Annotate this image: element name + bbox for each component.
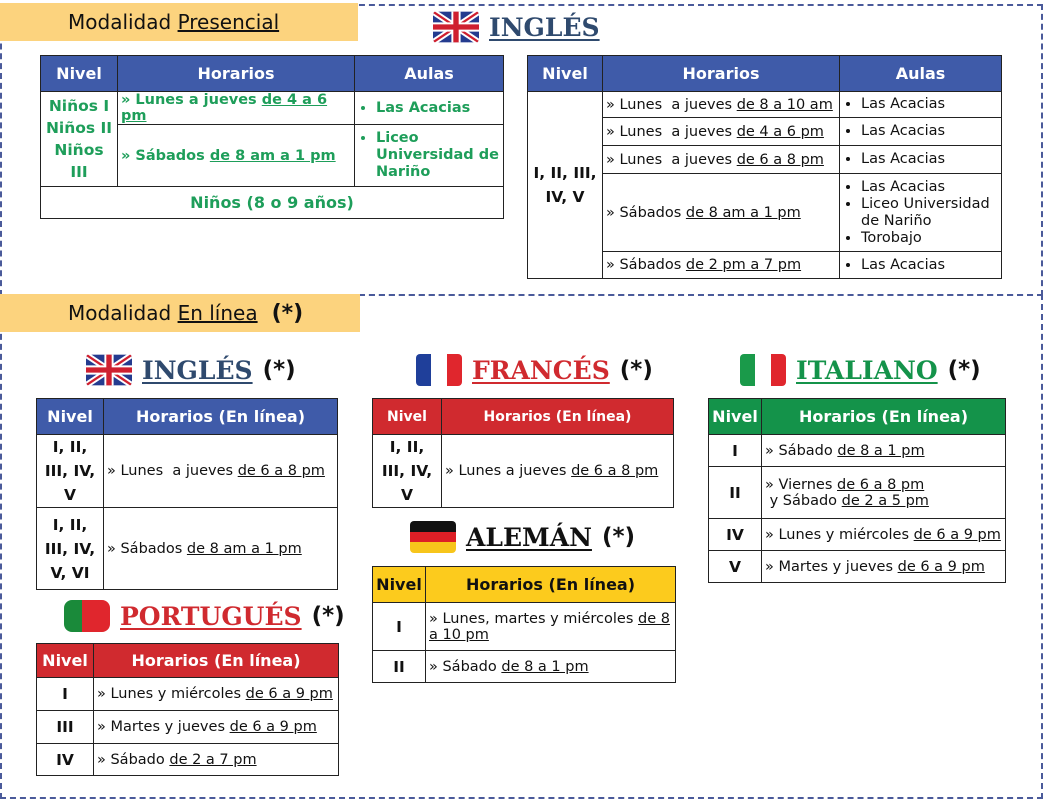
italy-flag-icon <box>740 354 786 386</box>
online-banner-word: En línea <box>177 301 258 325</box>
header-aulas: Aulas <box>840 56 1002 92</box>
portugues-table: Nivel Horarios (En línea) I » Lunes y miércoles de 6 a 9 pm III » Martes y jueves de 6 a 9 pm IV » Sábado de 2 a 7 pm <box>36 643 339 776</box>
aleman-table: Nivel Horarios (En línea) I » Lunes, martes y miércoles de 8 a 10 pm II » Sábado de 8 a 1 pm <box>372 566 676 683</box>
france-flag-icon <box>416 354 462 386</box>
aulas-cell: • Las Acacias <box>840 146 1002 174</box>
schedule-cell: » Sábado de 8 a 1 pm <box>426 651 676 683</box>
aulas-cell: • Las Acacias • Liceo Universidad de Nariño • Torobajo <box>840 174 1002 252</box>
presencial-ingles-title <box>433 11 600 43</box>
schedule-cell: » Lunes a jueves de 8 a 10 am <box>603 92 840 118</box>
nivel-cell: I <box>373 603 426 651</box>
schedule-cell: » Viernes de 6 a 8 pm y Sábado de 2 a 5 pm <box>762 467 1006 519</box>
nivel-cell: II <box>709 467 762 519</box>
online-banner: Modalidad En línea (*) <box>0 294 360 332</box>
portugal-flag-icon <box>64 600 110 632</box>
germany-flag-icon <box>410 521 456 553</box>
schedule-cell: » Lunes a jueves de 4 a 6 pm <box>118 92 355 125</box>
kids-schedule-table <box>40 55 504 219</box>
adults-nivel: I, II, III, IV, V <box>528 92 603 279</box>
lang-name: INGLÉS <box>489 12 600 42</box>
aulas-cell: • Liceo Universidad de Nariño <box>355 125 504 187</box>
kids-footer: Niños (8 o 9 años) <box>41 187 504 219</box>
schedule-cell: » Martes y jueves de 6 a 9 pm <box>94 711 339 744</box>
italiano-table: Nivel Horarios (En línea) I » Sábado de 8 a 1 pm II » Viernes de 6 a 8 pm y Sábado de 2 a 5 pm IV » Lunes y miércoles de 6 a 9 pm V » Martes y jueves de 6 a 9 pm <box>708 398 1006 583</box>
schedule-cell: » Lunes a jueves de 6 a 8 pm <box>104 435 338 508</box>
nivel-cell: I <box>709 435 762 467</box>
online-ingles-title: INGLÉS (*) <box>86 354 296 386</box>
nivel-cell: IV <box>37 744 94 776</box>
schedule-cell: » Sábados de 8 am a 1 pm <box>603 174 840 252</box>
nivel-cell: III <box>37 711 94 744</box>
schedule-cell: » Sábados de 8 am a 1 pm <box>104 508 338 590</box>
online-ingles-table: Nivel Horarios (En línea) I, II, III, IV, V » Lunes a jueves de 6 a 8 pm I, II, III, IV, V, VI » Sábados de 8 am a 1 pm <box>36 398 338 590</box>
header-nivel: Nivel <box>41 56 118 92</box>
nivel-cell: V <box>709 551 762 583</box>
schedule-cell: » Martes y jueves de 6 a 9 pm <box>762 551 1006 583</box>
schedule-cell: » Sábados de 8 am a 1 pm <box>118 125 355 187</box>
header-nivel: Nivel <box>528 56 603 92</box>
uk-flag-icon <box>433 11 479 43</box>
nivel-cell: II <box>373 651 426 683</box>
header-aulas: Aulas <box>355 56 504 92</box>
presencial-banner: Modalidad Presencial <box>0 3 358 41</box>
schedule-cell: » Lunes a jueves de 4 a 6 pm <box>603 118 840 146</box>
nivel-cell: I, II, III, IV, V, VI <box>37 508 104 590</box>
schedule-cell: » Sábado de 2 a 7 pm <box>94 744 339 776</box>
nivel-cell: I <box>37 678 94 711</box>
aulas-cell: • Las Acacias <box>355 92 504 125</box>
frances-table: Nivel Horarios (En línea) I, II, III, IV, V » Lunes a jueves de 6 a 8 pm <box>372 398 674 508</box>
kids-niveles: Niños I Niños II Niños III <box>41 92 118 187</box>
schedule-cell: » Sábados de 2 pm a 7 pm <box>603 252 840 279</box>
nivel-cell: IV <box>709 519 762 551</box>
presencial-banner-word: Presencial <box>177 10 280 34</box>
aulas-cell: • Las Acacias <box>840 118 1002 146</box>
schedule-cell: » Lunes a jueves de 6 a 8 pm <box>603 146 840 174</box>
italiano-title: ITALIANO (*) <box>740 354 981 386</box>
aulas-cell: • Las Acacias <box>840 252 1002 279</box>
schedule-cell: » Lunes a jueves de 6 a 8 pm <box>442 435 674 508</box>
portugues-title: PORTUGUÉS (*) <box>64 600 345 632</box>
header-horarios: Horarios <box>118 56 355 92</box>
aleman-title: ALEMÁN (*) <box>410 521 635 553</box>
header-horarios: Horarios <box>603 56 840 92</box>
schedule-cell: » Lunes y miércoles de 6 a 9 pm <box>94 678 339 711</box>
adults-schedule-table <box>527 55 1002 279</box>
nivel-cell: I, II, III, IV, V <box>37 435 104 508</box>
aulas-cell: • Las Acacias <box>840 92 1002 118</box>
uk-flag-icon <box>86 354 132 386</box>
schedule-cell: » Sábado de 8 a 1 pm <box>762 435 1006 467</box>
schedule-cell: » Lunes y miércoles de 6 a 9 pm <box>762 519 1006 551</box>
schedule-cell: » Lunes, martes y miércoles de 8 a 10 pm <box>426 603 676 651</box>
frances-title: FRANCÉS (*) <box>416 354 653 386</box>
nivel-cell: I, II, III, IV, V <box>373 435 442 508</box>
